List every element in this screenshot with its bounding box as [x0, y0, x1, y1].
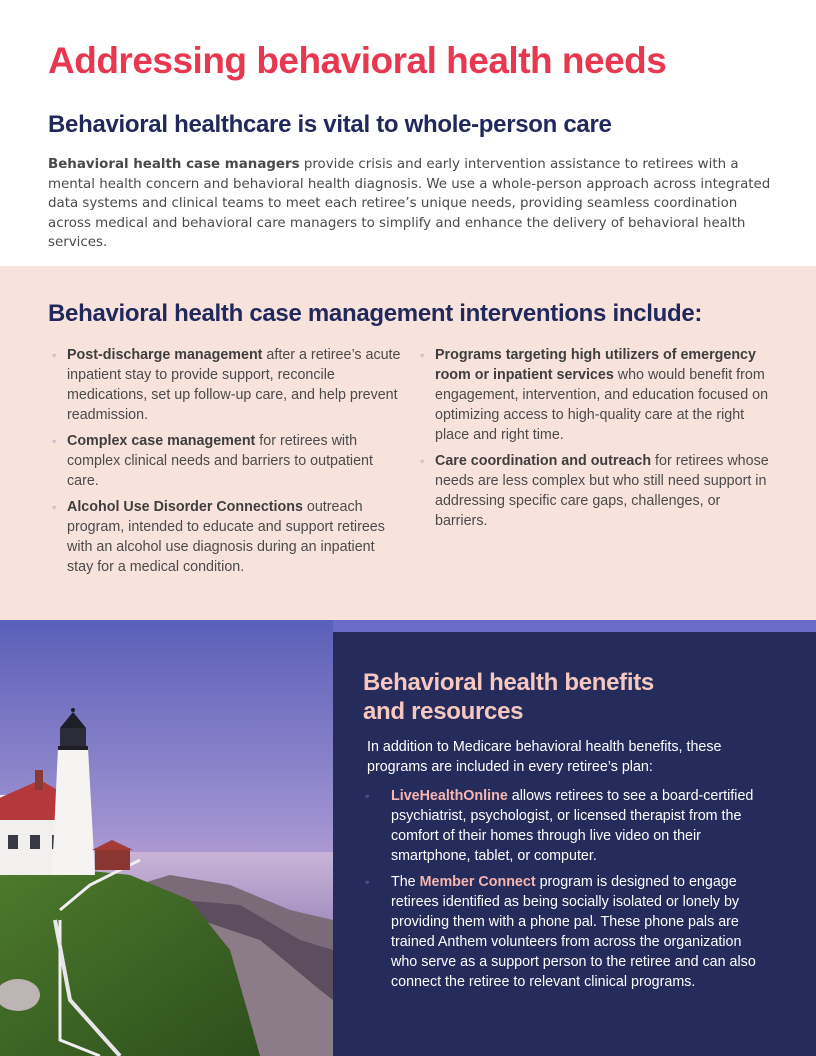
intro-text: provide crisis and early intervention assistance to retirees with a mental health concern and behavioral health diagnosis. We use a whole-person approach across integrated data systems and clinical teams to meet each retiree’s unique needs, providing seamless coordination across medical and behavioral care managers to simplify and enhance the delivery of behavioral health services. [48, 157, 771, 250]
intro-bold-lead: Behavioral health case managers [48, 157, 300, 172]
bullet-icon: ◦ [52, 500, 57, 514]
list-item: ◦ Care coordination and outreach for retirees whose needs are less complex but who still need support in addressing specific care gaps, challenges, or barriers. [420, 453, 769, 529]
intro-paragraph [48, 155, 778, 253]
accent-strip [333, 620, 816, 632]
bullet-icon: ◦ [420, 348, 425, 362]
page-title: Addressing behavioral health needs [48, 40, 667, 81]
bullet-icon: ◦ [365, 875, 370, 889]
lighthouse-photo [0, 620, 333, 1056]
list-item: ◦ LiveHealthOnline allows retirees to see a board-certified psychiatrist, psychologist, or licensed therapist from the comfort of their homes through live video on their smartphone, tablet, or computer. [365, 788, 754, 864]
livehealthonline-highlight: LiveHealthOnline [391, 788, 508, 804]
list-item: ◦ Complex case management for retirees with complex clinical needs and barriers to outpatient care. [52, 433, 373, 489]
section-subtitle: Behavioral healthcare is vital to whole-person care [48, 111, 612, 138]
list-item: ◦ The Member Connect program is designed to engage retirees identified as being socially isolated or lonely by providing them with a phone pal. These phone pals are trained Anthem volunteers from across the organization who serve as a support person to the retiree and can also connect the retiree to relevant clinical programs. [365, 874, 756, 990]
benefits-intro: In addition to Medicare behavioral health benefits, these programs are included in every retiree’s plan: [367, 739, 722, 775]
bullet-icon: ◦ [52, 348, 57, 362]
benefits-title: Behavioral health benefits and resources [363, 669, 654, 725]
bullet-icon: ◦ [365, 789, 370, 803]
bullet-icon: ◦ [420, 454, 425, 468]
member-connect-highlight: Member Connect [419, 874, 536, 890]
list-item: ◦ Programs targeting high utilizers of emergency room or inpatient services who would benefit from engagement, intervention, and education focused on optimizing access to high-quality care at the right place and right time. [420, 347, 769, 443]
list-item: ◦ Post-discharge management after a retiree’s acute inpatient stay to provide support, reconcile medications, set up follow-up care, and help prevent readmission. [52, 347, 401, 423]
interventions-title: Behavioral health case management interventions include: [48, 300, 703, 327]
interventions-list-left [53, 345, 403, 583]
list-item: ◦ Alcohol Use Disorder Connections outreach program, intended to educate and support retirees with an alcohol use diagnosis during an inpatient stay for a medical condition. [52, 499, 385, 575]
benefits-list [365, 786, 765, 998]
bullet-icon: ◦ [52, 434, 57, 448]
interventions-list-right [421, 345, 771, 537]
